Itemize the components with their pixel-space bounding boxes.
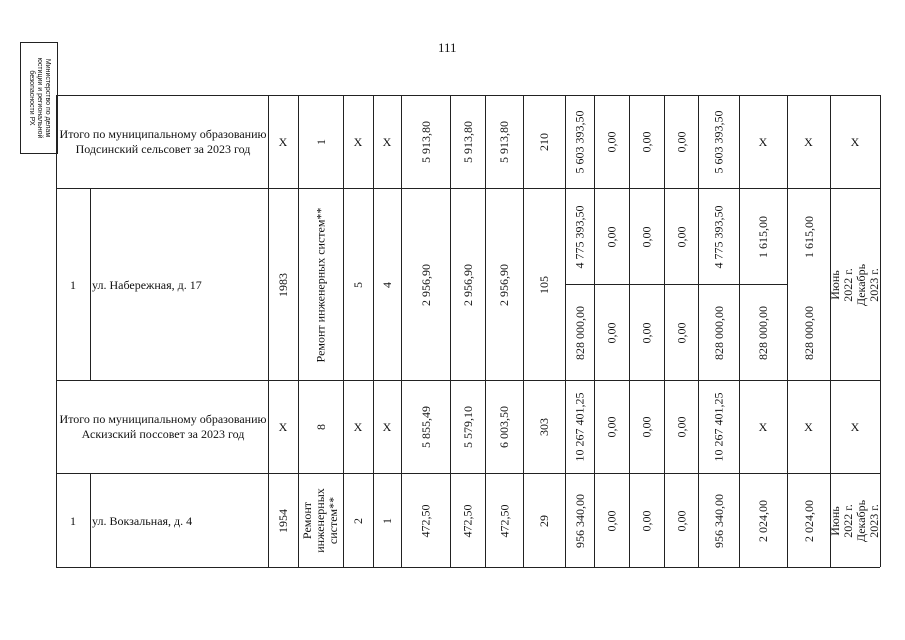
cost-region-value: 0,00 [639,510,654,531]
c5-value: Х [382,420,392,434]
c4-cell [343,189,373,380]
year-cell [268,474,298,567]
cost-total-cell [565,189,594,284]
people-value: 29 [537,514,551,527]
cost-fund-cell [594,285,629,380]
period-cell [830,381,880,473]
cost-local-value: 0,00 [674,322,688,343]
area3-value: 5 913,80 [497,121,511,163]
c5-value: Х [382,135,392,149]
stamp-line-1: Министерство по делам [44,58,51,138]
num-cell [56,189,90,380]
cost-total-value: 4 775 393,50 [572,205,587,268]
cost-fund-cell [594,96,629,188]
cost-region-cell [629,285,664,380]
cost-region-value: 0,00 [639,131,654,153]
cost-owners-cell [698,96,739,188]
period-start: Июнь 2022 г. [828,503,855,538]
specific-cost-value: 2 024,00 [756,499,770,542]
page-number: 111 [438,40,457,55]
cost-fund-cell [594,474,629,567]
c4-cell [343,381,373,473]
limit-cost-value: 828 000,00 [801,305,816,360]
c4-value: 2 [351,517,365,524]
cost-fund-value: 0,00 [604,416,619,438]
cost-total-value: 956 340,00 [572,493,587,548]
period-cell [830,189,880,380]
area3-value: 472,50 [497,504,511,537]
limit-cost-value: Х [804,135,813,149]
c4-value: Х [353,135,363,149]
cost-owners-cell [698,189,739,284]
cost-fund-cell [594,381,629,473]
work-value: Ремонт инженерных систем** [300,488,340,553]
cost-total-cell [565,381,594,473]
cost-region-cell [629,189,664,284]
cost-region-cell [629,474,664,567]
year-value: Х [278,135,288,149]
limit-cost-value: Х [804,420,813,434]
limit-cost-cell [787,96,830,188]
cost-total-cell [565,96,594,188]
year-cell [268,96,298,188]
c5-value: 1 [380,517,394,524]
cost-region-cell [629,381,664,473]
c5-value: 4 [380,281,394,288]
cost-local-cell [664,189,698,284]
specific-cost-cell [739,96,787,188]
cost-region-value: 0,00 [639,226,654,247]
cost-total-cell [565,474,594,567]
area3-value: 6 003,50 [497,406,511,448]
c4-cell [343,96,373,188]
specific-cost-cell [739,381,787,473]
specific-cost-cell [739,474,787,567]
c5-cell [373,381,401,473]
work-cell [298,474,343,567]
specific-cost-value: Х [758,420,768,434]
cost-local-value: 0,00 [674,131,688,153]
year-value: 1983 [276,272,290,297]
specific-cost-value: Х [758,135,768,149]
year-cell [268,381,298,473]
area2-cell [450,189,485,380]
work-cell [298,189,343,380]
limit-cost-cell [787,285,830,380]
limit-cost-value: 2 024,00 [801,499,816,542]
cost-owners-value: 5 603 393,50 [711,110,726,174]
total-label: Итого по муниципальному образованию Подсинский сельсовет за 2023 год [59,127,267,156]
area2-cell [450,96,485,188]
area3-cell [485,96,523,188]
people-cell [523,189,565,380]
people-cell [523,381,565,473]
limit-cost-cell [787,381,830,473]
period-cell [830,474,880,567]
cost-owners-value: 4 775 393,50 [711,205,726,268]
period-end: Декабрь 2023 г. [854,263,881,306]
row-name-cell [58,96,268,188]
area3-cell [485,381,523,473]
address-value: ул. Вокзальная, д. 4 [92,513,193,528]
period-value: Х [850,420,860,434]
c5-cell [373,474,401,567]
year-value: 1954 [276,508,290,533]
specific-cost-value: 1 615,00 [756,215,770,258]
work-value: 8 [313,424,328,430]
specific-cost-cell [739,189,787,284]
total-label: Итого по муниципальному образованию Аскизский поссовет за 2023 год [59,412,267,441]
cost-local-value: 0,00 [674,510,688,531]
cost-fund-value: 0,00 [604,322,619,343]
cost-owners-value: 828 000,00 [711,305,726,360]
people-value: 105 [537,275,551,294]
period-start: Июнь 2022 г. [828,267,855,302]
cost-local-cell [664,474,698,567]
c5-cell [373,96,401,188]
cost-region-value: 0,00 [639,416,654,438]
cost-region-cell [629,96,664,188]
area2-cell [450,474,485,567]
cost-fund-value: 0,00 [604,510,619,531]
cost-fund-value: 0,00 [604,226,619,247]
cost-local-cell [664,285,698,380]
work-value: Ремонт инженерных систем** [313,207,328,362]
limit-cost-value: 1 615,00 [801,215,816,258]
c4-cell [343,474,373,567]
area3-cell [485,189,523,380]
address-cell [90,474,268,567]
table-rule [56,567,880,568]
area1-value: 5 913,80 [418,121,433,163]
area2-value: 2 956,90 [460,263,475,306]
period-end: Декабрь 2023 г. [854,499,881,542]
stamp-line-2: юстиции и региональной [36,57,43,139]
area1-value: 5 855,49 [418,406,433,448]
row-number: 1 [70,277,76,292]
area2-value: 5 579,10 [460,406,475,448]
area3-value: 2 956,90 [497,263,511,306]
address-cell [90,189,268,380]
people-value: 210 [537,133,551,151]
people-value: 303 [537,418,551,436]
area2-cell [450,381,485,473]
people-cell [523,96,565,188]
area1-value: 2 956,90 [418,263,433,306]
cost-owners-cell [698,381,739,473]
cost-region-value: 0,00 [639,322,654,343]
cost-fund-value: 0,00 [604,131,619,153]
address-value: ул. Набережная, д. 17 [92,277,202,292]
area1-value: 472,50 [418,504,433,537]
cost-fund-cell [594,189,629,284]
specific-cost-cell [739,285,787,380]
work-value: 1 [313,139,328,145]
area1-cell [401,96,450,188]
row-number: 1 [70,513,76,528]
area1-cell [401,381,450,473]
cost-total-value: 828 000,00 [572,305,587,360]
area2-value: 472,50 [460,504,475,537]
cost-local-value: 0,00 [674,226,688,247]
cost-total-value: 10 267 401,25 [572,392,587,462]
area1-cell [401,189,450,380]
work-cell [298,381,343,473]
cost-owners-cell [698,474,739,567]
cost-owners-cell [698,285,739,380]
cost-local-value: 0,00 [674,416,688,438]
row-name-cell [58,381,268,473]
people-cell [523,474,565,567]
specific-cost-value: 828 000,00 [756,305,770,360]
period-value: Х [850,135,860,149]
year-value: Х [278,420,288,434]
work-cell [298,96,343,188]
period-cell [830,96,880,188]
area3-cell [485,474,523,567]
cost-total-value: 5 603 393,50 [572,110,587,174]
area1-cell [401,474,450,567]
num-cell [56,474,90,567]
cost-local-cell [664,381,698,473]
limit-cost-cell [787,474,830,567]
c4-value: Х [353,420,363,434]
limit-cost-cell [787,189,830,284]
c4-value: 5 [351,281,365,288]
cost-owners-value: 10 267 401,25 [711,392,726,462]
c5-cell [373,189,401,380]
cost-owners-value: 956 340,00 [711,493,726,548]
area2-value: 5 913,80 [460,121,475,163]
cost-total-cell [565,285,594,380]
stamp-line-3: безопасности РХ [28,70,35,126]
cost-local-cell [664,96,698,188]
year-cell [268,189,298,380]
